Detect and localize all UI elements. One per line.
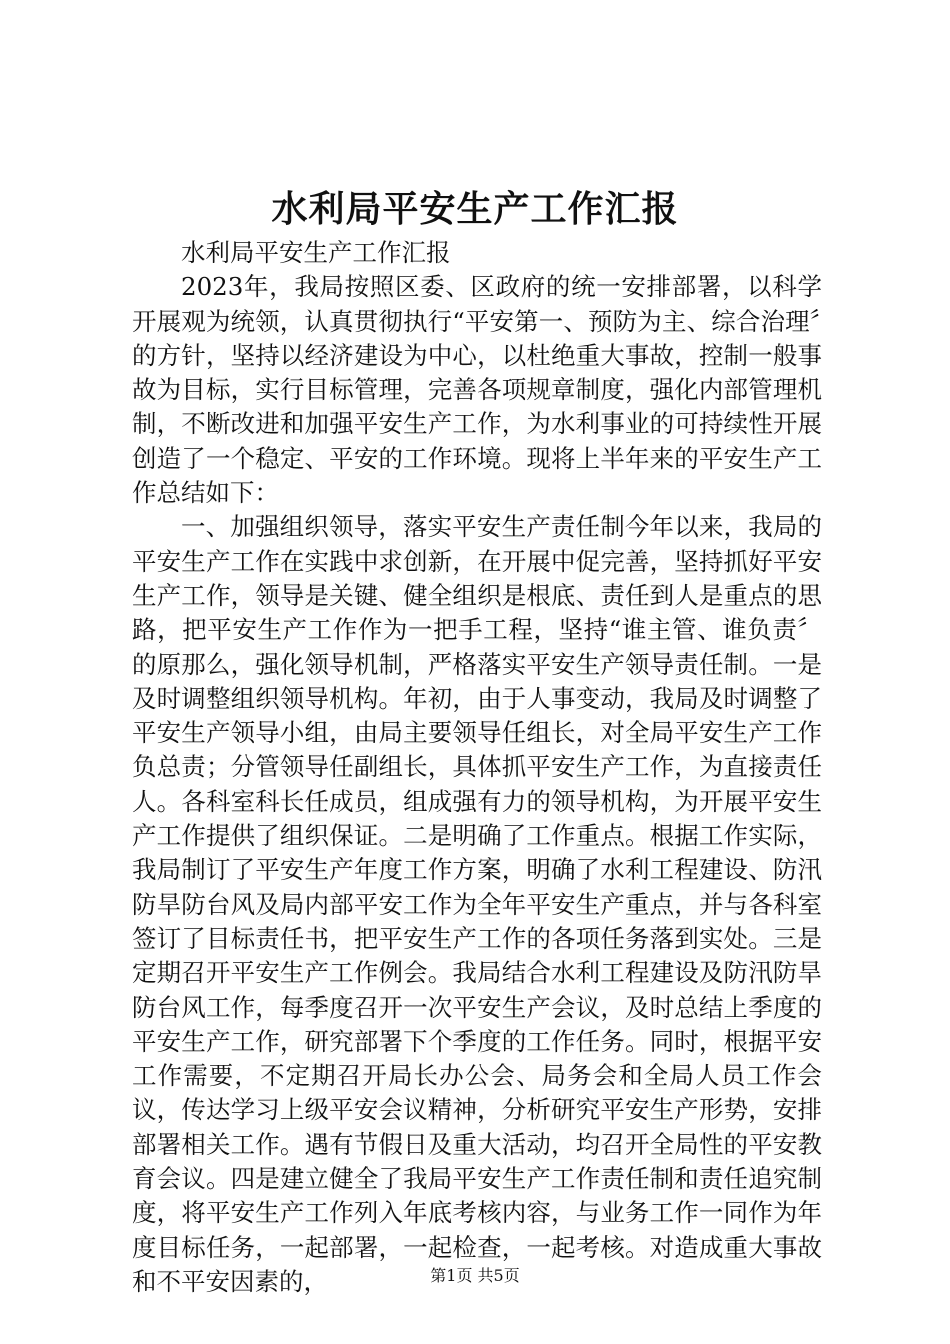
- intro-paragraph: 2023年，我局按照区委、区政府的统一安排部署，以科学开展观为统领，认真贯彻执行“平安第一、预防为主、综合治理〞的方针，坚持以经济建设为中心，以杜绝重大事故，控制一般事故为目标，实行目标管理，完善各项规章制度，强化内部管理机制，不断改进和加强平安生产工作，为水利事业的可持续性开展创造了一个稳定、平安的工作环境。现将上半年来的平安生产工作总结如下：: [132, 272, 822, 508]
- page-number: 第1页 共5页: [430, 1266, 520, 1285]
- page-title: 水利局平安生产工作汇报: [271, 189, 679, 230]
- subtitle-paragraph: 水利局平安生产工作汇报: [181, 238, 451, 267]
- document-body: [132, 236, 822, 1299]
- section-one-paragraph: 一、加强组织领导，落实平安生产责任制今年以来，我局的平安生产工作在实践中求创新，在开展中促完善，坚持抓好平安生产工作，领导是关键、健全组织是根底、责任到人是重点的思路，把平安生产工作作为一把手工程，坚持“谁主管、谁负责〞的原那么，强化领导机制，严格落实平安生产领导责任制。一是及时调整组织领导机构。年初，由于人事变动，我局及时调整了平安生产领导小组，由局主要领导任组长，对全局平安生产工作负总责；分管领导任副组长，具体抓平安生产工作，为直接责任人。各科室科长任成员，组成强有力的领导机构，为开展平安生产工作提供了组织保证。二是明确了工作重点。根据工作实际，我局制订了平安生产年度工作方案，明确了水利工程建设、防汛防旱防台风及局内部平安工作为全年平安生产重点，并与各科室签订了目标责任书，把平安生产工作的各项任务落到实处。三是定期召开平安生产工作例会。我局结合水利工程建设及防汛防旱防台风工作，每季度召开一次平安生产会议，及时总结上季度的平安生产工作，研究部署下个季度的工作任务。同时，根据平安工作需要，不定期召开局长办公会、局务会和全局人员工作会议，传达学习上级平安会议精神，分析研究平安生产形势，安排部署相关工作。遇有节假日及重大活动，均召开全局性的平安教育会议。四是建立健全了我局平安生产工作责任制和责任追究制度，将平安生产工作列入年底考核内容，与业务工作一同作为年度目标任务，一起部署，一起检查，一起考核。对造成重大事故和不平安因素的，: [132, 512, 822, 1296]
